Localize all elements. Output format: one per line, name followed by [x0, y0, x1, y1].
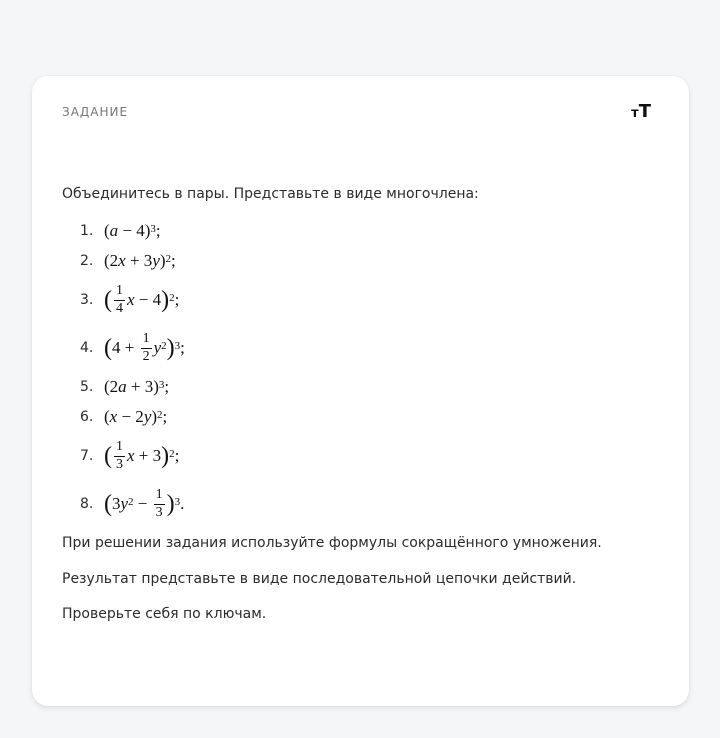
task-expression: ( 4 + $\frac{1}{2}$ y $^2$ ) $^3$ ; [104, 330, 185, 364]
list-item [80, 276, 185, 324]
task-expression: ( a − 4) $^3$ ; [104, 221, 161, 240]
card-label: ЗАДАНИЕ [62, 105, 129, 119]
task-number: 4. [80, 340, 94, 356]
task-number: 7. [80, 448, 94, 464]
task-expression: ( $\frac{1}{3}$ x + 3 ) $^2$ ; [104, 438, 180, 472]
task-number: 5. [80, 379, 94, 395]
hint-formulas: При решении задания используйте формулы сокращённого умножения. [62, 535, 602, 551]
list-item [80, 402, 185, 432]
task-expression: (2 a + 3) $^3$ ; [104, 377, 170, 396]
list-item [80, 216, 185, 246]
text-size-icon[interactable]: тТ [631, 101, 651, 122]
list-item [80, 432, 185, 480]
task-number: 6. [80, 409, 94, 425]
task-expression: ( x − 2 y ) $^2$ ; [104, 407, 168, 426]
task-expression: ( 3 y $^2$ − $\frac{1}{3}$ ) $^3$ . [104, 486, 185, 520]
task-number: 3. [80, 292, 94, 308]
hint-check: Проверьте себя по ключам. [62, 606, 267, 622]
task-number: 2. [80, 253, 94, 269]
task-intro: Объединитесь в пары. Представьте в виде многочлена: [62, 186, 479, 202]
task-card [32, 76, 689, 706]
list-item [80, 372, 185, 402]
task-expression: ( $\frac{1}{4}$ x − 4 ) $^2$ ; [104, 282, 180, 316]
list-item [80, 246, 185, 276]
task-number: 1. [80, 223, 94, 239]
task-number: 8. [80, 496, 94, 512]
task-expression: (2 x + 3 y ) $^2$ ; [104, 251, 176, 270]
hint-result: Результат представьте в виде последовательной цепочки действий. [62, 571, 577, 587]
list-item [80, 324, 185, 372]
task-list [80, 216, 185, 528]
list-item [80, 480, 185, 528]
